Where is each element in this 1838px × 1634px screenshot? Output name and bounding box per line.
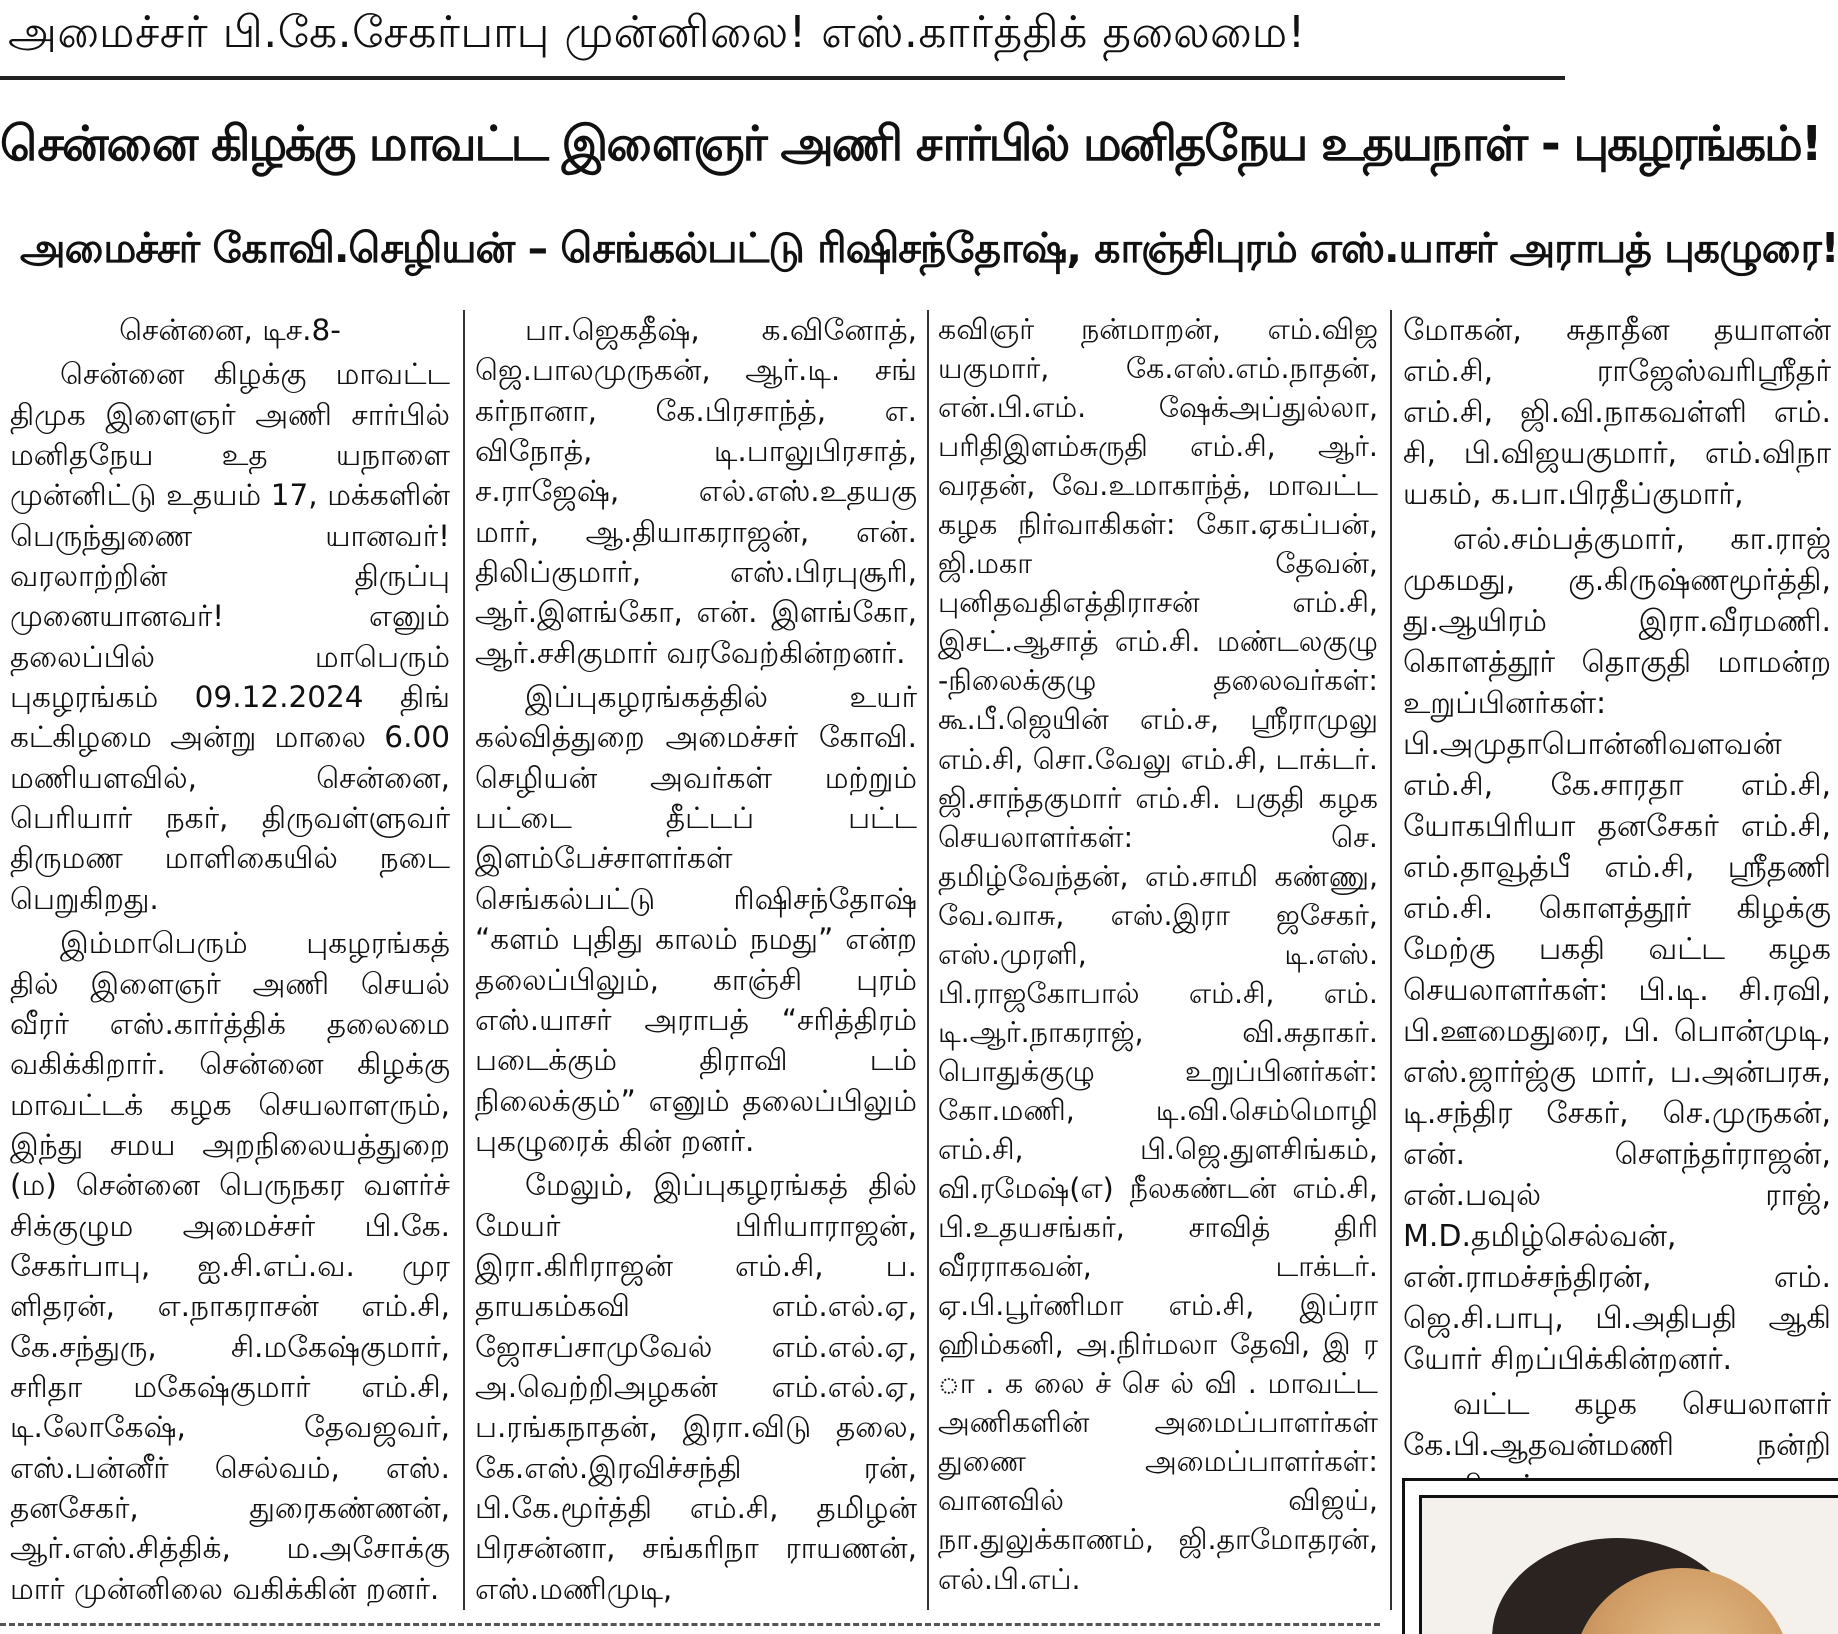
sub-headline: அமைச்சர் கோவி.செழியன் – செங்கல்பட்டு ரிஷிசந்தோஷ், காஞ்சிபுரம் எஸ்.யாசர் அராபத் புகழுரை! (20, 224, 1838, 272)
paragraph: மேலும், இப்புகழரங்கத் தில் மேயர் பிரியாராஜன், இரா.கிரிராஜன் எம்.சி, ப. தாயகம்கவி எம்.எல்.ஏ, ஜோசப்சாமுவேல் எம்.எல்.ஏ, அ.வெற்றிஅழகன் எம்.எல்.ஏ, ப.ரங்கநாதன், இரா.விடு தலை, கே.எஸ்.இரவிச்சந்தி ரன், பி.கே.மூர்த்தி எம்.சி, தமிழன் பிரசன்னா, சங்கரிநா ராயணன், எஸ்.மணிமுடி, (475, 1168, 917, 1606)
article-column-3 (938, 310, 1378, 1610)
article-column-1 (10, 310, 450, 1610)
paragraph: எல்.சம்பத்குமார், கா.ராஜ் முகமது, கு.கிருஷ்ணமூர்த்தி, து.ஆயிரம் இரா.வீரமணி. கொளத்தூர் தொகுதி மாமன்ற உறுப்பினர்கள்: பி.அமுதாபொன்னிவளவன் எம்.சி, கே.சாரதா எம்.சி, யோகபிரியா தனசேகர் எம்.சி, எம்.தாவூத்பீ எம்.சி, ஸ்ரீதணி எம்.சி. கொளத்தூர் கிழக்கு மேற்கு பகதி வட்ட கழக செயலாளர்கள்: பி.டி. சி.ரவி, பி.ஊமைதுரை, பி. பொன்முடி, எஸ்.ஜார்ஜ்கு மார், ப.அன்பரசு, டி.சந்திர சேகர், செ.முருகன், என். சௌந்தர்ராஜன், என்.பவுல் ராஜ், M.D.தமிழ்செல்வன், என்.ராமச்சந்திரன், எம். ஜெ.சி.பாபு, பி.அதிபதி ஆகி யோர் சிறப்பிக்கின்றனர். (1403, 522, 1831, 1377)
column-divider (463, 310, 465, 1610)
paragraph: இம்மாபெரும் புகழரங்கத் தில் இளைஞர் அணி செயல் வீரர் எஸ்.கார்த்திக் தலைமை வகிக்கிறார். சென்னை கிழக்கு மாவட்டக் கழக செயலாளரும், இந்து சமய அறநிலையத்துறை (ம) சென்னை பெருநகர வளர்ச் சிக்குழும அமைச்சர் பி.கே. சேகர்பாபு, ஐ.சி.எப்.வ. முர ளிதரன், எ.நாகராசன் எம்.சி, கே.சந்துரு, சி.மகேஷ்குமார், சரிதா மகேஷ்குமார் எம்.சி, டி.லோகேஷ், தேவஜவர், எஸ்.பன்னீர் செல்வம், எஸ். தனசேகர், துரைகண்ணன், ஆர்.எஸ்.சித்திக், ம.அசோக்கு மார் முன்னிலை வகிக்கின் றனர். (10, 926, 450, 1606)
article-body (0, 310, 1838, 1620)
paragraph: சென்னை கிழக்கு மாவட்ட திமுக இளைஞர் அணி சார்பில் மனிதநேய உத யநாளை முன்னிட்டு உதயம் 17, மக்களின் பெருந்துணை யானவர்! வரலாற்றின் திருப்பு முனையானவர்! எனும் தலைப்பில் மாபெரும் புகழரங்கம் 09.12.2024 திங் கட்கிழமை அன்று மாலை 6.00 மணியளவில், சென்னை, பெரியார் நகர், திருவள்ளுவர் திருமண மாளிகையில் நடை பெறுகிறது. (10, 357, 450, 916)
column-divider (1390, 310, 1392, 1610)
bottom-dashed-rule (0, 1623, 1380, 1626)
main-headline: சென்னை கிழக்கு மாவட்ட இளைஞர் அணி சார்பில் மனிதநேய உதயநாள் - புகழரங்கம்! (0, 116, 1821, 172)
paragraph: மோகன், சுதாதீன தயாளன் எம்.சி, ராஜேஸ்வரிஸ்ரீதர் எம்.சி, ஜி.வி.நாகவள்ளி எம். சி, பி.விஜயகுமார், எம்.விநா யகம், க.பா.பிரதீப்குமார், (1403, 313, 1831, 512)
photo-frame (1402, 1478, 1838, 1634)
column-divider (927, 310, 929, 1610)
paragraph: இப்புகழரங்கத்தில் உயர் கல்வித்துறை அமைச்சர் கோவி. செழியன் அவர்கள் மற்றும் பட்டை தீட்டப் பட்ட இளம்பேச்சாளர்கள் செங்கல்பட்டு ரிஷிசந்தோஷ் “களம் புதிது காலம் நமது” என்ற தலைப்பிலும், காஞ்சி புரம் எஸ்.யாசர் அராபத் “சரித்திரம் படைக்கும் திராவி டம் நிலைக்கும்” எனும் தலைப்பிலும் புகழுரைக் கின் றனர். (475, 680, 917, 1158)
kicker-headline: அமைச்சர் பி.கே.சேகர்பாபு முன்னிலை! எஸ்.கார்த்திக் தலைமை! (8, 6, 1306, 58)
dateline: சென்னை, டிச.8- (119, 313, 341, 347)
kicker-rule (0, 76, 1565, 80)
portrait-photo (1419, 1495, 1838, 1634)
paragraph: வட்ட கழக செயலாளர் கே.பி.ஆதவன்மணி நன்றி (1403, 1387, 1831, 1463)
paragraph: கவிஞர் நன்மாறன், எம்.விஜ யகுமார், கே.எஸ்.எம்.நாதன், என்.பி.எம். ஷேக்அப்துல்லா, பரிதிஇளம்சுருதி எம்.சி, ஆர். வரதன், வே.உமாகாந்த், மாவட்ட கழக நிர்வாகிகள்: கோ.ஏகப்பன், ஜி.மகா தேவன், புனிதவதிஎத்திராசன் எம்.சி, இசட்.ஆசாத் எம்.சி. மண்டலகுழு -நிலைக்குழு தலைவர்கள்: கூ.பீ.ஜெயின் எம்.ச, ஸ்ரீராமுலு எம்.சி, சொ.வேலு எம்.சி, டாக்டர். ஜி.சாந்தகுமார் எம்.சி. பகுதி கழக செயலாளர்கள்: செ. தமிழ்வேந்தன், எம்.சாமி கண்ணு, வே.வாசு, எஸ்.இரா ஜசேகர், எஸ்.முரளி, டி.எஸ். பி.ராஜகோபால் எம்.சி, எம். டி.ஆர்.நாகராஜ், வி.சுதாகர். பொதுக்குழு உறுப்பினர்கள்: கோ.மணி, டி.வி.செம்மொழி எம்.சி, பி.ஜெ.துளசிங்கம், வி.ரமேஷ்(எ) நீலகண்டன் எம்.சி, பி.உதயசங்கர், சாவித் திரி வீரராகவன், டாக்டர். ஏ.பி.பூர்ணிமா எம்.சி, இப்ரா ஹிம்கனி, அ.நிர்மலா தேவி, இ ர ா . க லை ச் செ ல் வி . மாவட்ட அணிகளின் அமைப்பாளர்கள் துணை அமைப்பாளர்கள்: வானவில் விஜய், நா.துலுக்காணம், ஜி.தாமோதரன், எல்.பி.எப். (938, 313, 1378, 1596)
article-column-4 (1403, 310, 1831, 1610)
article-column-2 (475, 310, 917, 1610)
paragraph: பா.ஜெகதீஷ், க.வினோத், ஜெ.பாலமுருகன், ஆர்.டி. சங் கர்நானா, கே.பிரசாந்த், எ. விநோத், டி.பாலுபிரசாத், ச.ராஜேஷ், எல்.எஸ்.உதயகு மார், ஆ.தியாகராஜன், என். திலிப்குமார், எஸ்.பிரபுசூரி, ஆர்.இளங்கோ, என். இளங்கோ, ஆர்.சசிகுமார் வரவேற்கின்றனர். (475, 313, 917, 670)
